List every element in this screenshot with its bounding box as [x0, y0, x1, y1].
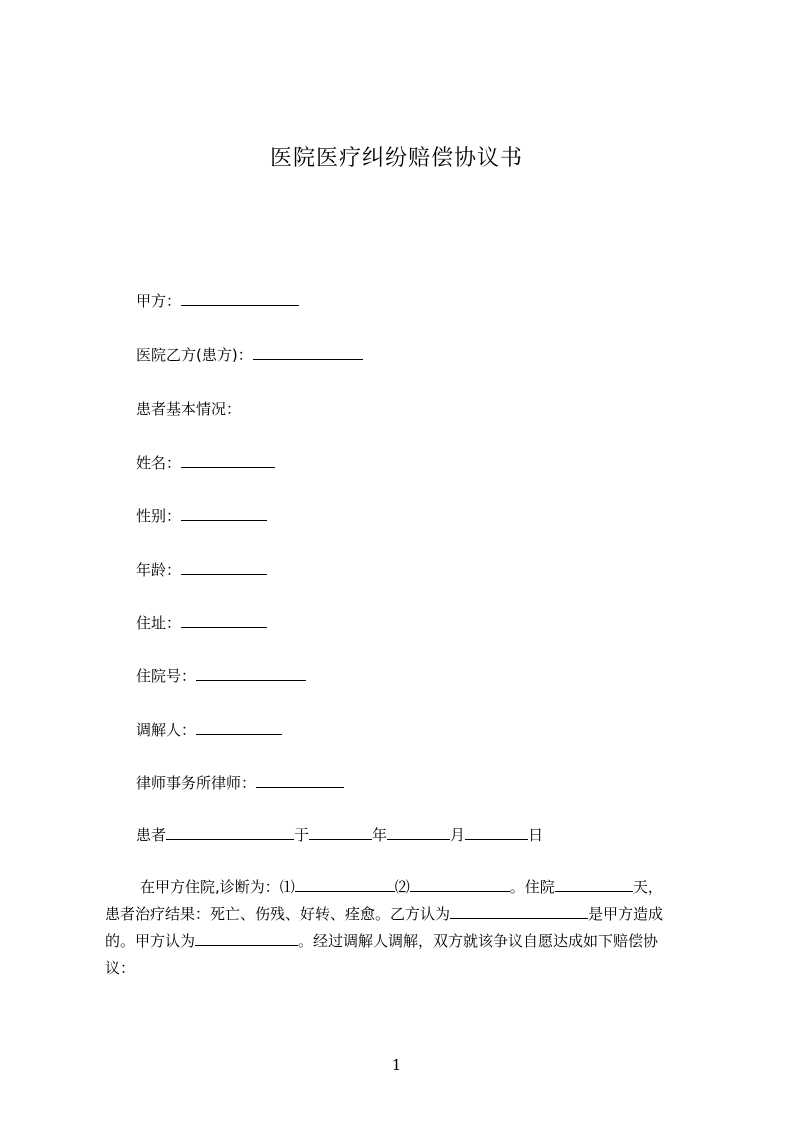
patient-info-label: 患者基本情况：	[136, 400, 242, 418]
paragraph-text-7: 的。甲方认为	[105, 932, 196, 950]
patient-date-year: 年	[372, 826, 388, 844]
party-b-blank	[253, 345, 363, 360]
month-blank	[387, 825, 450, 840]
age-blank	[181, 560, 267, 575]
paragraph-line-3	[105, 928, 697, 955]
party-a-label: 甲方：	[136, 292, 182, 310]
diagnosis-1-blank	[295, 877, 395, 892]
age-label: 年龄：	[136, 561, 182, 579]
paragraph-text-4: 天，	[632, 878, 663, 896]
paragraph-text-1: 在甲方住院,诊断为：⑴	[140, 878, 295, 896]
paragraph-line-1	[105, 874, 697, 901]
patient-date-yu: 于	[294, 826, 310, 844]
diagnosis-2-blank	[410, 877, 510, 892]
address-label: 住址：	[136, 614, 182, 632]
lawyer-blank	[256, 773, 344, 788]
year-blank	[309, 825, 372, 840]
day-blank	[465, 825, 528, 840]
address-blank	[181, 613, 267, 628]
document-title: 医院医疗纠纷赔偿协议书	[269, 146, 523, 171]
party-a-field	[136, 291, 299, 311]
paragraph-text-5: 患者治疗结果：死亡、伤残、好转、痊愈。乙方认为	[105, 905, 451, 923]
lawyer-label: 律师事务所律师：	[136, 774, 257, 792]
gender-field	[136, 506, 267, 526]
name-blank	[181, 453, 275, 468]
age-field	[136, 560, 267, 580]
gender-blank	[181, 506, 267, 521]
patient-info-heading	[136, 399, 241, 419]
mediator-blank	[196, 720, 282, 735]
paragraph-text-9: 议：	[105, 959, 136, 977]
admission-no-blank	[196, 666, 306, 681]
paragraph-text-6: 是甲方造成	[588, 905, 664, 923]
gender-label: 性别：	[136, 507, 182, 525]
party-b-label: 医院乙方(患方)：	[136, 346, 253, 364]
paragraph-text-8: 。经过调解人调解，双方就该争议自愿达成如下赔偿协	[298, 932, 659, 950]
mediator-label: 调解人：	[136, 721, 197, 739]
party-a-opinion-blank	[195, 931, 298, 946]
paragraph-text-3: 。住院	[509, 878, 555, 896]
address-field	[136, 613, 267, 633]
patient-date-day: 日	[528, 826, 544, 844]
party-b-opinion-blank	[450, 904, 588, 919]
lawyer-field	[136, 773, 344, 793]
name-label: 姓名：	[136, 454, 182, 472]
page-number: 1	[391, 1056, 402, 1074]
party-b-field	[136, 345, 363, 365]
patient-name-blank	[166, 825, 294, 840]
admission-no-label: 住院号：	[136, 667, 197, 685]
admission-no-field	[136, 666, 306, 686]
paragraph-line-4	[105, 955, 697, 982]
patient-date-month: 月	[450, 826, 466, 844]
paragraph-text-2: ⑵	[394, 878, 410, 896]
patient-date-line	[136, 825, 543, 845]
patient-date-prefix: 患者	[136, 826, 167, 844]
name-field	[136, 453, 275, 473]
paragraph-line-2	[105, 901, 697, 928]
agreement-paragraph	[105, 874, 697, 982]
mediator-field	[136, 720, 282, 740]
party-a-blank	[181, 291, 299, 306]
stay-days-blank	[555, 877, 633, 892]
